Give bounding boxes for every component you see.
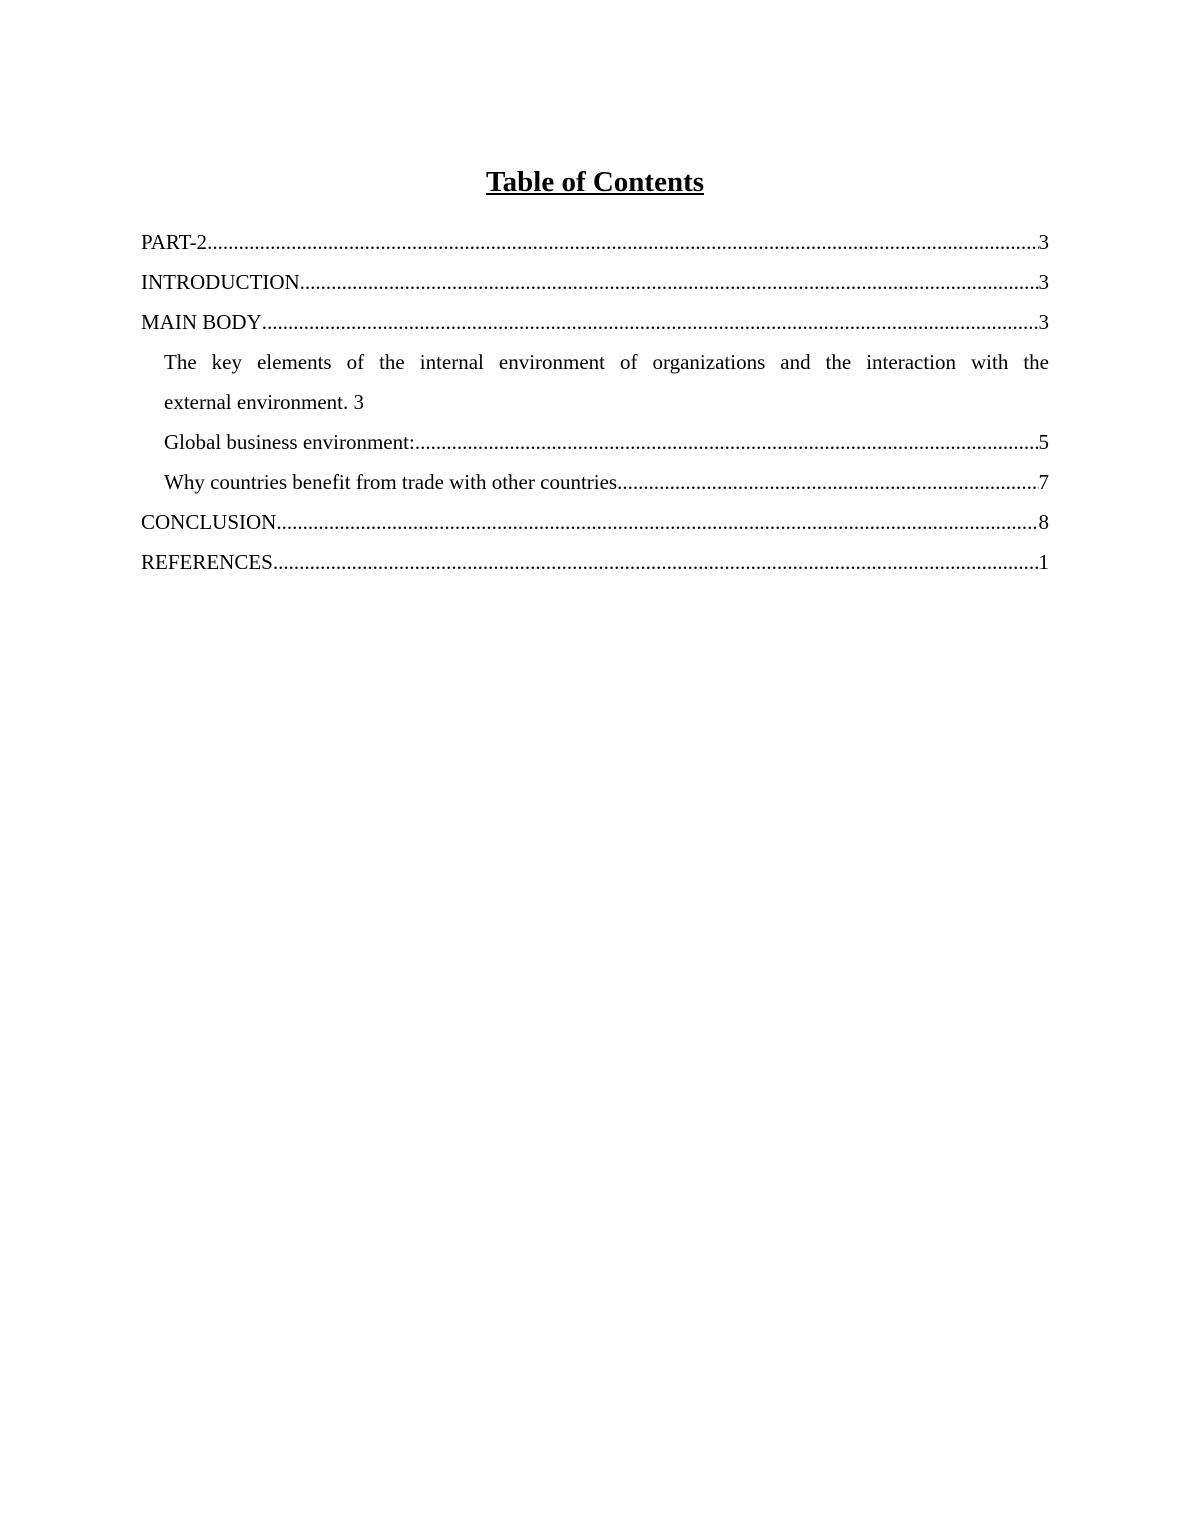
toc-page-number: 7 (1038, 470, 1049, 494)
toc-entry-label: CONCLUSION (141, 510, 277, 534)
toc-page-number: 8 (1038, 510, 1049, 534)
toc-entry-references[interactable] (141, 542, 1049, 582)
toc-entry-conclusion[interactable] (141, 502, 1049, 542)
toc-entry-part-2[interactable] (141, 222, 1049, 262)
toc-entry-label-line2: external environment. (164, 390, 354, 414)
toc-entry-why-countries-benefit[interactable] (141, 462, 1049, 502)
toc-leader-dots (276, 502, 1038, 542)
toc-leader-dots (207, 222, 1038, 262)
toc-entry-label: PART-2 (141, 230, 208, 254)
toc-leader-dots (262, 302, 1039, 342)
toc-entry-label: Why countries benefit from trade with other countries (164, 470, 618, 494)
toc-title: Table of Contents (485, 166, 705, 198)
toc-page-number: 3 (1038, 310, 1049, 334)
toc-entry-label: REFERENCES (141, 550, 273, 574)
toc-entry-global-business-environment[interactable] (141, 422, 1049, 462)
toc-entry-main-body[interactable] (141, 302, 1049, 342)
toc-leader-dots (300, 262, 1039, 302)
toc-page-number: 5 (1038, 430, 1049, 454)
toc-entry-label: INTRODUCTION (141, 270, 300, 294)
toc-leader-dots (415, 422, 1039, 462)
toc-page-number: 3 (1038, 270, 1049, 294)
toc-page-number: 3 (1038, 230, 1049, 254)
toc-entry-label-line1: The key elements of the internal environment of organizations and the interaction with the (164, 350, 1049, 374)
toc-list (141, 222, 1049, 582)
toc-entry-key-elements[interactable] (141, 342, 1049, 422)
toc-leader-dots (617, 462, 1038, 502)
toc-page-number: 3 (353, 390, 365, 414)
toc-entry-label: MAIN BODY (141, 310, 262, 334)
toc-leader-dots (273, 542, 1039, 582)
toc-entry-label: Global business environment: (164, 430, 415, 454)
toc-entry-introduction[interactable] (141, 262, 1049, 302)
toc-page-number: 1 (1038, 550, 1049, 574)
